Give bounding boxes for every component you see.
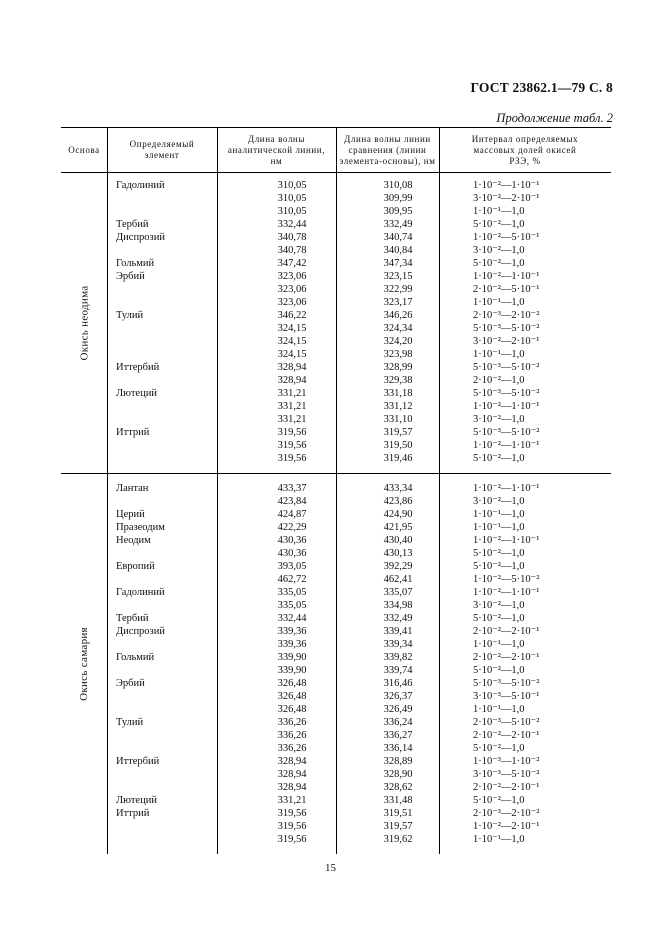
comparison-wavelength-cell: 319,62 [383,834,413,845]
element-cell: Лютеций [116,795,157,806]
column-header-base: Основа [68,144,100,155]
analytical-wavelength-cell: 462,72 [277,574,307,585]
interval-cell: 1·10⁻³—1·10⁻² [473,756,540,767]
column-divider [439,128,440,172]
analytical-wavelength-cell: 324,15 [277,323,307,334]
comparison-wavelength-cell: 332,49 [383,613,413,624]
comparison-wavelength-cell: 423,86 [383,496,413,507]
analytical-wavelength-cell: 332,44 [277,219,307,230]
table-row [61,283,611,296]
element-cell: Лютеций [116,388,157,399]
comparison-wavelength-cell: 319,51 [383,808,413,819]
element-cell: Неодим [116,535,151,546]
comparison-wavelength-cell: 334,98 [383,600,413,611]
element-cell: Иттербий [116,756,160,767]
table-row [61,508,611,521]
interval-cell: 1·10⁻²—1·10⁻¹ [473,401,540,412]
analytical-wavelength-cell: 324,15 [277,349,307,360]
analytical-wavelength-cell: 339,90 [277,652,307,663]
analytical-wavelength-cell: 424,87 [277,509,307,520]
interval-cell: 3·10⁻³—5·10⁻² [473,769,540,780]
analytical-wavelength-cell: 339,36 [277,626,307,637]
comparison-wavelength-cell: 323,98 [383,349,413,360]
interval-cell: 5·10⁻³—5·10⁻² [473,388,540,399]
interval-cell: 1·10⁻²—1·10⁻¹ [473,535,540,546]
interval-cell: 2·10⁻³—5·10⁻² [473,717,540,728]
element-cell: Гольмий [116,258,155,269]
interval-cell: 2·10⁻²—1,0 [473,375,525,386]
table-row [61,599,611,612]
comparison-wavelength-cell: 331,12 [383,401,413,412]
column-divider [107,128,108,172]
interval-cell: 5·10⁻²—1,0 [473,613,525,624]
element-cell: Тулий [116,310,144,321]
interval-cell: 1·10⁻²—1·10⁻¹ [473,180,540,191]
element-cell: Европий [116,561,155,572]
analytical-wavelength-cell: 310,05 [277,206,307,217]
interval-cell: 5·10⁻²—1,0 [473,743,525,754]
element-cell: Лантан [116,483,149,494]
analytical-wavelength-cell: 331,21 [277,388,307,399]
element-cell: Диспрозий [116,626,165,637]
comparison-wavelength-cell: 336,27 [383,730,413,741]
interval-cell: 5·10⁻³—5·10⁻² [473,427,540,438]
comparison-wavelength-cell: 319,46 [383,453,413,464]
document-code: ГОСТ 23862.1—79 С. 8 [470,80,613,95]
table-row [61,547,611,560]
table-row [61,309,611,322]
interval-cell: 3·10⁻²—1,0 [473,496,525,507]
interval-cell: 2·10⁻³—2·10⁻² [473,808,540,819]
table-row [61,218,611,231]
interval-cell: 2·10⁻²—2·10⁻¹ [473,730,540,741]
base-label-text: Окись неодима [78,285,90,361]
table-row [61,361,611,374]
base-group [61,173,611,474]
analytical-wavelength-cell: 347,42 [277,258,307,269]
base-group [61,474,611,854]
interval-cell: 5·10⁻³—5·10⁻² [473,678,540,689]
table-row [61,703,611,716]
analytical-wavelength-cell: 430,36 [277,548,307,559]
comparison-wavelength-cell: 328,99 [383,362,413,373]
comparison-wavelength-cell: 329,38 [383,375,413,386]
table-row [61,495,611,508]
interval-cell: 1·10⁻²—5·10⁻¹ [473,232,540,243]
analytical-wavelength-cell: 319,56 [277,834,307,845]
base-label-text: Окись самария [78,627,90,701]
interval-cell: 5·10⁻³—5·10⁻² [473,323,540,334]
analytical-wavelength-cell: 340,78 [277,232,307,243]
comparison-wavelength-cell: 335,07 [383,587,413,598]
analytical-wavelength-cell: 310,05 [277,193,307,204]
comparison-wavelength-cell: 328,90 [383,769,413,780]
analytical-wavelength-cell: 319,56 [277,440,307,451]
analytical-wavelength-cell: 328,94 [277,375,307,386]
interval-cell: 5·10⁻²—1,0 [473,453,525,464]
comparison-wavelength-cell: 328,62 [383,782,413,793]
interval-cell: 1·10⁻¹—1,0 [473,297,525,308]
comparison-wavelength-cell: 340,74 [383,232,413,243]
table-row [61,651,611,664]
table-row [61,807,611,820]
interval-cell: 5·10⁻²—1,0 [473,548,525,559]
column-divider [217,128,218,172]
table-row [61,400,611,413]
analytical-wavelength-cell: 346,22 [277,310,307,321]
table-row [61,794,611,807]
comparison-wavelength-cell: 424,90 [383,509,413,520]
comparison-wavelength-cell: 319,50 [383,440,413,451]
table-continuation-label: Продолжение табл. 2 [496,111,613,125]
analytical-wavelength-cell: 310,05 [277,180,307,191]
interval-cell: 5·10⁻²—1,0 [473,795,525,806]
analytical-wavelength-cell: 331,21 [277,414,307,425]
interval-cell: 1·10⁻¹—1,0 [473,704,525,715]
element-cell: Церий [116,509,145,520]
table-row [61,768,611,781]
analytical-wavelength-cell: 339,36 [277,639,307,650]
analytical-wavelength-cell: 328,94 [277,362,307,373]
analytical-wavelength-cell: 323,06 [277,297,307,308]
comparison-wavelength-cell: 316,46 [383,678,413,689]
comparison-wavelength-cell: 319,57 [383,821,413,832]
comparison-wavelength-cell: 324,20 [383,336,413,347]
element-cell: Празеодим [116,522,165,533]
comparison-wavelength-cell: 328,89 [383,756,413,767]
table-row [61,716,611,729]
analytical-wavelength-cell: 336,26 [277,717,307,728]
page-number: 15 [325,862,336,874]
table-row [61,374,611,387]
table-row [61,179,611,192]
table-row [61,192,611,205]
element-cell: Диспрозий [116,232,165,243]
comparison-wavelength-cell: 339,74 [383,665,413,676]
table-row [61,820,611,833]
analytical-wavelength-cell: 430,36 [277,535,307,546]
analytical-wavelength-cell: 340,78 [277,245,307,256]
table-row [61,573,611,586]
analytical-wavelength-cell: 335,05 [277,600,307,611]
element-cell: Иттрий [116,427,150,438]
comparison-wavelength-cell: 319,57 [383,427,413,438]
comparison-wavelength-cell: 421,95 [383,522,413,533]
interval-cell: 2·10⁻²—2·10⁻¹ [473,652,540,663]
analytical-wavelength-cell: 433,37 [277,483,307,494]
comparison-wavelength-cell: 324,34 [383,323,413,334]
element-cell: Тербий [116,613,149,624]
table-row [61,413,611,426]
table-row [61,690,611,703]
table-row [61,781,611,794]
analytical-wavelength-cell: 323,06 [277,271,307,282]
comparison-wavelength-cell: 331,10 [383,414,413,425]
comparison-wavelength-cell: 332,49 [383,219,413,230]
spectral-lines-table [61,127,611,854]
interval-cell: 1·10⁻²—1·10⁻¹ [473,587,540,598]
table-row [61,612,611,625]
analytical-wavelength-cell: 319,56 [277,821,307,832]
comparison-wavelength-cell: 331,48 [383,795,413,806]
interval-cell: 3·10⁻²—2·10⁻¹ [473,336,540,347]
interval-cell: 3·10⁻³—5·10⁻¹ [473,691,540,702]
analytical-wavelength-cell: 319,56 [277,427,307,438]
table-row [61,755,611,768]
table-row [61,729,611,742]
table-row [61,625,611,638]
table-row [61,244,611,257]
comparison-wavelength-cell: 340,84 [383,245,413,256]
table-row [61,231,611,244]
comparison-wavelength-cell: 310,08 [383,180,413,191]
comparison-wavelength-cell: 339,82 [383,652,413,663]
interval-cell: 1·10⁻²—1·10⁻¹ [473,440,540,451]
column-header-interval: Интервал определяемых массовых долей окисей РЗЭ, % [471,133,579,166]
interval-cell: 1·10⁻²—2·10⁻¹ [473,821,540,832]
analytical-wavelength-cell: 323,06 [277,284,307,295]
analytical-wavelength-cell: 339,90 [277,665,307,676]
interval-cell: 1·10⁻¹—1,0 [473,639,525,650]
element-cell: Тулий [116,717,144,728]
table-row [61,322,611,335]
element-cell: Иттрий [116,808,150,819]
comparison-wavelength-cell: 339,34 [383,639,413,650]
table-row [61,335,611,348]
interval-cell: 1·10⁻¹—1,0 [473,522,525,533]
comparison-wavelength-cell: 346,26 [383,310,413,321]
analytical-wavelength-cell: 331,21 [277,795,307,806]
element-cell: Гадолиний [116,587,165,598]
interval-cell: 3·10⁻²—1,0 [473,600,525,611]
table-row [61,677,611,690]
table-row [61,742,611,755]
interval-cell: 1·10⁻²—1·10⁻¹ [473,271,540,282]
interval-cell: 1·10⁻¹—1,0 [473,349,525,360]
comparison-wavelength-cell: 309,95 [383,206,413,217]
analytical-wavelength-cell: 328,94 [277,769,307,780]
column-header-analytical-line: Длина волны аналитической линии, нм [227,133,326,166]
table-row [61,387,611,400]
analytical-wavelength-cell: 324,15 [277,336,307,347]
comparison-wavelength-cell: 336,14 [383,743,413,754]
analytical-wavelength-cell: 336,26 [277,743,307,754]
table-row [61,452,611,465]
interval-cell: 1·10⁻¹—1,0 [473,509,525,520]
comparison-wavelength-cell: 323,17 [383,297,413,308]
table-row [61,560,611,573]
element-cell: Иттербий [116,362,160,373]
interval-cell: 3·10⁻²—1,0 [473,414,525,425]
interval-cell: 5·10⁻²—1,0 [473,258,525,269]
comparison-wavelength-cell: 326,49 [383,704,413,715]
table-header [61,127,611,173]
analytical-wavelength-cell: 335,05 [277,587,307,598]
table-row [61,482,611,495]
table-row [61,833,611,846]
analytical-wavelength-cell: 393,05 [277,561,307,572]
comparison-wavelength-cell: 462,41 [383,574,413,585]
comparison-wavelength-cell: 339,41 [383,626,413,637]
interval-cell: 2·10⁻²—5·10⁻¹ [473,284,540,295]
element-cell: Гадолиний [116,180,165,191]
table-row [61,257,611,270]
comparison-wavelength-cell: 309,99 [383,193,413,204]
interval-cell: 2·10⁻²—2·10⁻¹ [473,626,540,637]
table-row [61,521,611,534]
comparison-wavelength-cell: 331,18 [383,388,413,399]
analytical-wavelength-cell: 319,56 [277,808,307,819]
interval-cell: 1·10⁻²—1·10⁻¹ [473,483,540,494]
analytical-wavelength-cell: 326,48 [277,704,307,715]
interval-cell: 5·10⁻²—1,0 [473,665,525,676]
comparison-wavelength-cell: 336,24 [383,717,413,728]
table-body [61,173,611,854]
table-row [61,270,611,283]
interval-cell: 1·10⁻¹—1,0 [473,206,525,217]
analytical-wavelength-cell: 319,56 [277,453,307,464]
table-row [61,348,611,361]
interval-cell: 2·10⁻³—2·10⁻² [473,310,540,321]
table-row [61,426,611,439]
element-cell: Эрбий [116,678,145,689]
analytical-wavelength-cell: 331,21 [277,401,307,412]
comparison-wavelength-cell: 326,37 [383,691,413,702]
table-row [61,439,611,452]
interval-cell: 1·10⁻²—5·10⁻² [473,574,540,585]
interval-cell: 3·10⁻²—2·10⁻¹ [473,193,540,204]
element-cell: Тербий [116,219,149,230]
analytical-wavelength-cell: 336,26 [277,730,307,741]
interval-cell: 1·10⁻¹—1,0 [473,834,525,845]
analytical-wavelength-cell: 328,94 [277,756,307,767]
comparison-wavelength-cell: 347,34 [383,258,413,269]
column-divider [336,128,337,172]
analytical-wavelength-cell: 423,84 [277,496,307,507]
table-row [61,534,611,547]
interval-cell: 5·10⁻²—1,0 [473,561,525,572]
analytical-wavelength-cell: 326,48 [277,691,307,702]
comparison-wavelength-cell: 430,13 [383,548,413,559]
table-row [61,296,611,309]
comparison-wavelength-cell: 322,99 [383,284,413,295]
analytical-wavelength-cell: 332,44 [277,613,307,624]
interval-cell: 2·10⁻²—2·10⁻¹ [473,782,540,793]
table-row [61,664,611,677]
comparison-wavelength-cell: 433,34 [383,483,413,494]
table-row [61,205,611,218]
comparison-wavelength-cell: 392,29 [383,561,413,572]
analytical-wavelength-cell: 422,29 [277,522,307,533]
interval-cell: 5·10⁻²—1,0 [473,219,525,230]
analytical-wavelength-cell: 328,94 [277,782,307,793]
table-row [61,586,611,599]
element-cell: Гольмий [116,652,155,663]
element-cell: Эрбий [116,271,145,282]
comparison-wavelength-cell: 430,40 [383,535,413,546]
analytical-wavelength-cell: 326,48 [277,678,307,689]
comparison-wavelength-cell: 323,15 [383,271,413,282]
table-row [61,638,611,651]
column-header-element: Определяемый элемент [129,139,195,160]
interval-cell: 5·10⁻³—5·10⁻² [473,362,540,373]
column-header-comparison-line: Длина волны линии сравнения (линии элемента-основы), нм [339,133,436,166]
interval-cell: 3·10⁻²—1,0 [473,245,525,256]
